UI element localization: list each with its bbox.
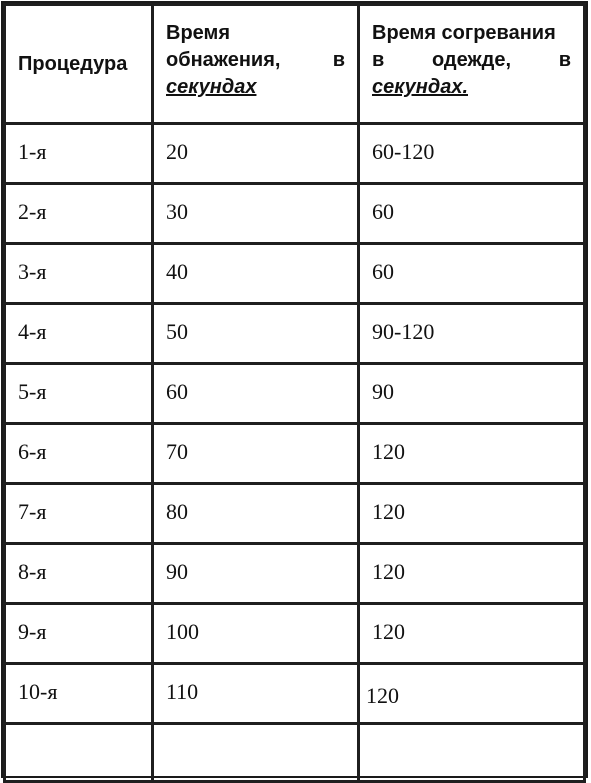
empty-cell [5, 724, 153, 782]
header-procedure [5, 5, 153, 124]
header-procedure-label: Процедура [18, 52, 128, 75]
table-row [5, 484, 585, 544]
cell-procedure [5, 184, 153, 244]
procedure-value: 1-я [18, 138, 47, 164]
procedure-value: 8-я [18, 558, 47, 584]
cell-procedure [5, 124, 153, 184]
cell-warming [359, 244, 585, 304]
table-row [5, 424, 585, 484]
cell-warming [359, 664, 585, 724]
header-warming-word2: одежде, [431, 49, 512, 71]
cell-procedure [5, 424, 153, 484]
cell-exposure [153, 604, 359, 664]
warming-value: 120 [366, 682, 399, 708]
cell-warming [359, 364, 585, 424]
warming-value: 60 [372, 258, 394, 284]
header-exposure-word: обнажения, [166, 49, 281, 71]
exposure-value: 70 [166, 438, 188, 464]
header-exposure-prep: в [332, 49, 345, 71]
cell-exposure [153, 304, 359, 364]
header-exposure-line2 [166, 47, 345, 74]
cell-exposure [153, 184, 359, 244]
cell-procedure [5, 664, 153, 724]
warming-value: 120 [372, 498, 405, 524]
cell-exposure [153, 664, 359, 724]
cell-procedure [5, 544, 153, 604]
procedure-table [3, 3, 586, 783]
exposure-value: 30 [166, 198, 188, 224]
exposure-value: 20 [166, 138, 188, 164]
cell-warming [359, 124, 585, 184]
procedure-value: 9-я [18, 618, 47, 644]
exposure-value: 60 [166, 378, 188, 404]
table-row [5, 244, 585, 304]
cell-procedure [5, 364, 153, 424]
table-header-row [5, 5, 585, 124]
procedure-value: 3-я [18, 258, 47, 284]
cell-warming [359, 184, 585, 244]
warming-value: 90-120 [372, 318, 435, 344]
empty-cell [153, 724, 359, 782]
cell-exposure [153, 124, 359, 184]
cell-warming [359, 424, 585, 484]
warming-value: 120 [372, 558, 405, 584]
warming-value: 90 [372, 378, 394, 404]
header-warming-word1: в [372, 49, 385, 71]
exposure-value: 100 [166, 618, 199, 644]
procedure-value: 5-я [18, 378, 47, 404]
exposure-value: 40 [166, 258, 188, 284]
warming-value: 60-120 [372, 138, 435, 164]
exposure-value: 90 [166, 558, 188, 584]
cell-warming [359, 604, 585, 664]
exposure-value: 80 [166, 498, 188, 524]
warming-value: 60 [372, 198, 394, 224]
table-row [5, 544, 585, 604]
table-row [5, 364, 585, 424]
exposure-value: 110 [166, 678, 199, 704]
warming-value: 120 [372, 438, 405, 464]
cell-procedure [5, 244, 153, 304]
header-exposure-line1: Время [166, 22, 230, 44]
header-warming-unit: секундах. [372, 76, 468, 98]
procedure-value: 6-я [18, 438, 47, 464]
empty-table-row [5, 724, 585, 782]
procedure-value: 2-я [18, 198, 47, 224]
cell-warming [359, 304, 585, 364]
empty-cell [359, 724, 585, 782]
header-warming-line2 [372, 47, 571, 74]
table-row [5, 124, 585, 184]
table-row [5, 664, 585, 724]
warming-value: 120 [372, 618, 405, 644]
procedure-value: 4-я [18, 318, 47, 344]
cell-procedure [5, 304, 153, 364]
cell-procedure [5, 604, 153, 664]
table-row [5, 604, 585, 664]
header-warming-time [359, 5, 585, 124]
header-exposure-unit: секундах [166, 76, 257, 98]
cell-exposure [153, 484, 359, 544]
procedure-table-frame [1, 1, 588, 778]
cell-exposure [153, 424, 359, 484]
table-row [5, 304, 585, 364]
cell-warming [359, 484, 585, 544]
cell-exposure [153, 364, 359, 424]
header-warming-line1: Время согревания [372, 22, 556, 44]
header-warming-word3: в [558, 49, 571, 71]
table-row [5, 184, 585, 244]
exposure-value: 50 [166, 318, 188, 344]
header-exposure-time [153, 5, 359, 124]
cell-exposure [153, 244, 359, 304]
procedure-value: 10-я [18, 678, 58, 704]
cell-exposure [153, 544, 359, 604]
cell-warming [359, 544, 585, 604]
cell-procedure [5, 484, 153, 544]
procedure-value: 7-я [18, 498, 47, 524]
